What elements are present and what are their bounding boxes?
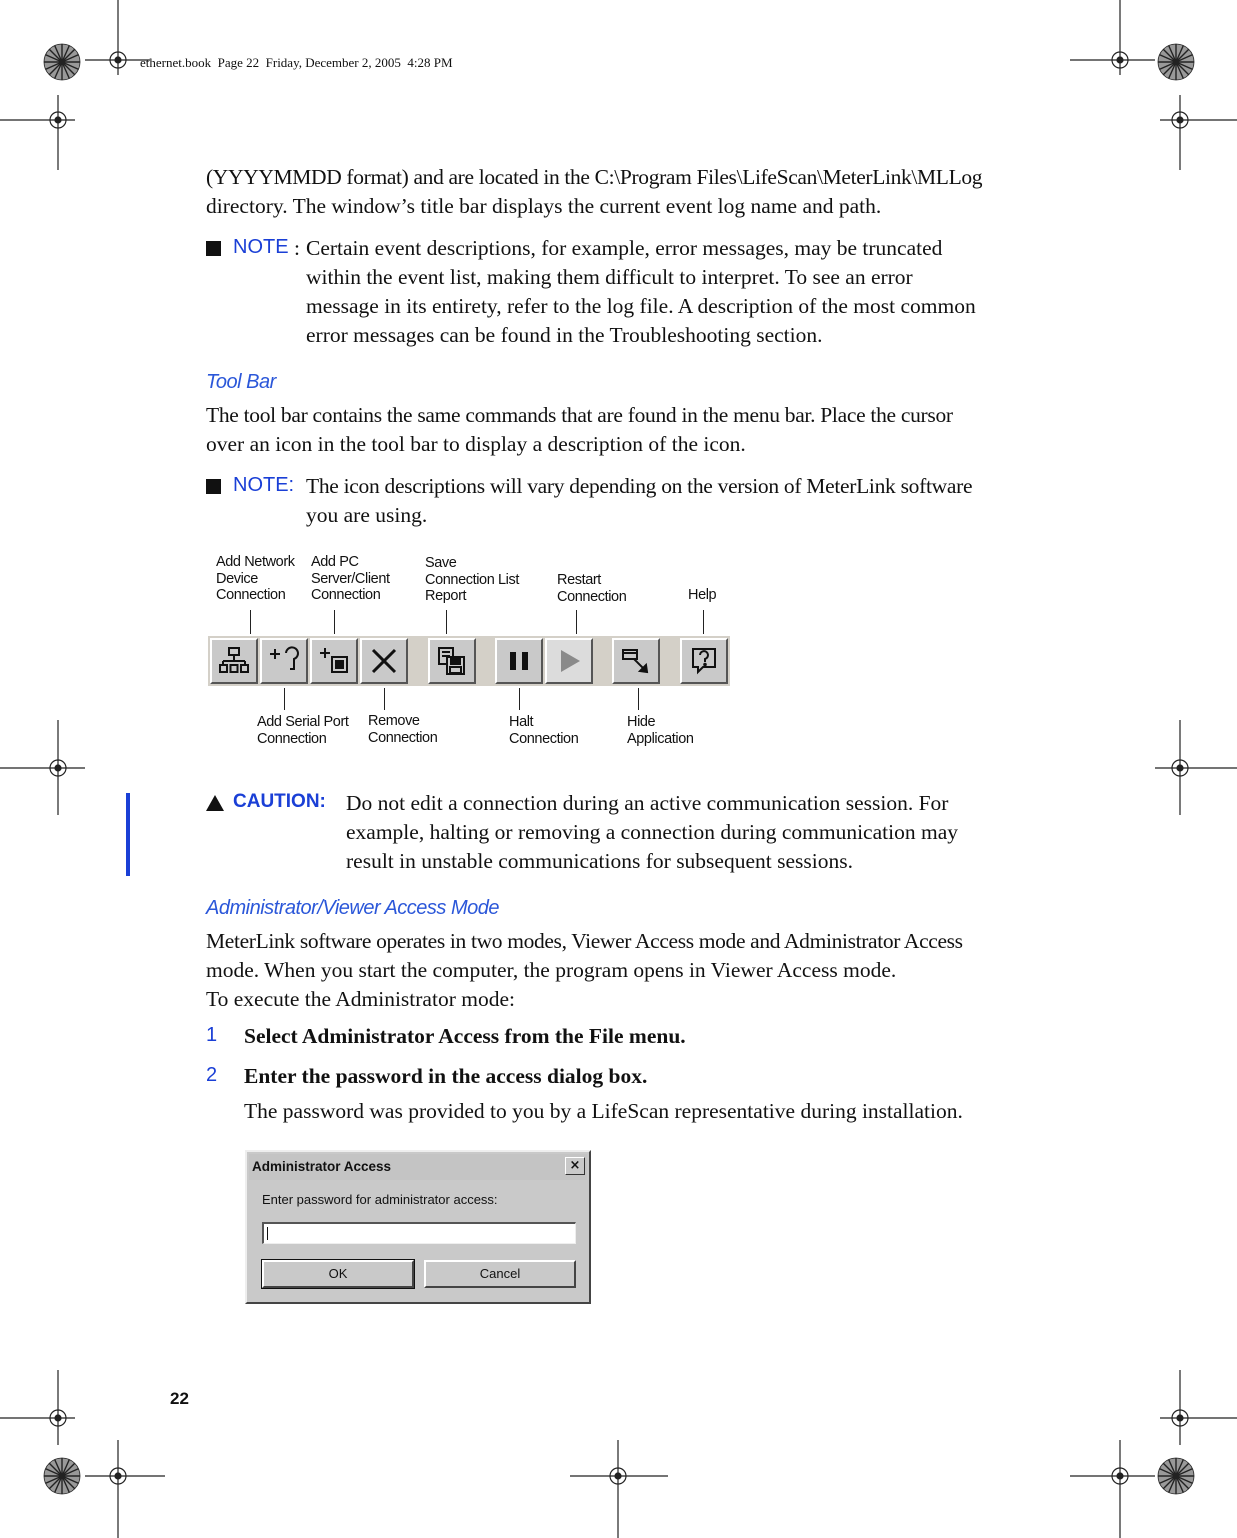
note-2-line: you are using. <box>306 503 428 527</box>
caution-text <box>346 789 1086 876</box>
note-1-label: NOTE <box>233 236 289 258</box>
page-number: 22 <box>170 1389 189 1408</box>
save-report-icon <box>436 645 468 677</box>
admin-access-heading: Administrator/Viewer Access Mode <box>206 897 500 919</box>
help-button[interactable] <box>680 638 728 684</box>
caution-line: result in unstable communications for subsequent sessions. <box>346 849 853 873</box>
step-text: Enter the password in the access dialog box. <box>244 1064 648 1088</box>
step-number: 2 <box>206 1064 218 1086</box>
note-1-line: Certain event descriptions, for example, error messages, may be truncated <box>306 236 943 260</box>
callout-hide-application: Hide Application <box>627 714 694 747</box>
note-1-line: within the event list, making them difficult to interpret. To see an error <box>306 265 913 289</box>
admin-line-1: MeterLink software operates in two modes, Viewer Access mode and Administrator Access <box>206 929 963 953</box>
note-1-line: error messages can be found in the Troubleshooting section. <box>306 323 823 347</box>
caution-line: Do not edit a connection during an active communication session. For <box>346 791 949 815</box>
halt-connection-button[interactable] <box>495 638 543 684</box>
caution-label: CAUTION: <box>233 791 326 812</box>
callout-leader-line <box>384 688 385 710</box>
callout-leader-line <box>703 610 704 634</box>
admin-access-dialog <box>245 1150 591 1304</box>
remove-connection-icon <box>368 645 400 677</box>
callout-add-pc-server-client: Add PC Server/Client Connection <box>311 554 390 603</box>
callout-leader-line <box>284 688 285 710</box>
add-network-device-icon <box>218 645 250 677</box>
change-bar <box>126 793 130 876</box>
add-pc-server-client-icon <box>318 645 350 677</box>
restart-connection-icon <box>553 645 585 677</box>
hide-application-icon <box>620 645 652 677</box>
dialog-title-bar <box>249 1154 587 1180</box>
tool-bar-paragraph <box>206 401 1086 459</box>
callout-save-report: Save Connection List Report <box>425 555 519 604</box>
dialog-close-button[interactable] <box>565 1157 585 1175</box>
step-text: Select Administrator Access from the File menu. <box>244 1024 686 1048</box>
text-cursor <box>267 1227 268 1240</box>
note-1-text <box>306 234 1086 350</box>
callout-leader-line <box>638 688 639 710</box>
admin-line-3: To execute the Administrator mode: <box>206 987 515 1011</box>
callout-add-network-device: Add Network Device Connection <box>216 554 295 603</box>
caution-triangle-icon <box>206 795 224 811</box>
save-report-button[interactable] <box>428 638 476 684</box>
tool-bar-line-2: over an icon in the tool bar to display a description of the icon. <box>206 432 746 456</box>
callout-halt-connection: Halt Connection <box>509 714 579 747</box>
add-serial-port-button[interactable] <box>260 638 308 684</box>
intro-line-1: (YYYYMMDD format) and are located in the C:\Program Files\LifeScan\MeterLink\MLLog <box>206 165 983 189</box>
step-2-detail: The password was provided to you by a LifeScan representative during installation. <box>244 1099 963 1123</box>
admin-line-2: mode. When you start the computer, the program opens in Viewer Access mode. <box>206 958 897 982</box>
admin-paragraph <box>206 927 1086 1014</box>
note-1-colon: : <box>294 236 300 260</box>
tool-bar-line-1: The tool bar contains the same commands that are found in the menu bar. Place the cursor <box>206 403 953 427</box>
note-2-label: NOTE: <box>233 474 295 496</box>
callout-add-serial-port: Add Serial Port Connection <box>257 714 349 747</box>
tool-bar-heading: Tool Bar <box>206 371 276 393</box>
step-number: 1 <box>206 1024 218 1046</box>
callout-leader-line <box>334 610 335 634</box>
callout-remove-connection: Remove Connection <box>368 713 438 746</box>
password-prompt: Enter password for administrator access: <box>262 1192 498 1207</box>
callout-restart-connection: Restart Connection <box>557 572 627 605</box>
callout-leader-line <box>250 610 251 634</box>
close-icon: × <box>569 1158 581 1173</box>
dialog-title: Administrator Access <box>252 1159 392 1174</box>
callout-leader-line <box>576 610 577 634</box>
restart-connection-button[interactable] <box>545 638 593 684</box>
intro-line-2: directory. The window’s title bar displays the current event log name and path. <box>206 194 882 218</box>
add-network-device-button[interactable] <box>210 638 258 684</box>
cancel-button[interactable]: Cancel <box>424 1260 576 1288</box>
note-2-text <box>306 472 1086 530</box>
halt-connection-icon <box>503 645 535 677</box>
note-2-line: The icon descriptions will vary depending on the version of MeterLink software <box>306 474 973 498</box>
header-stamp: ethernet.book Page 22 Friday, December 2, 2005 4:28 PM <box>140 55 453 70</box>
password-input[interactable] <box>262 1222 576 1244</box>
remove-connection-button[interactable] <box>360 638 408 684</box>
note-1-line: message in its entirety, refer to the log file. A description of the most common <box>306 294 976 318</box>
help-icon <box>688 645 720 677</box>
ok-button[interactable]: OK <box>262 1260 414 1288</box>
hide-application-button[interactable] <box>612 638 660 684</box>
note-bullet-icon <box>206 241 221 256</box>
add-serial-port-icon <box>268 645 300 677</box>
add-pc-server-client-button[interactable] <box>310 638 358 684</box>
intro-paragraph <box>206 163 1086 221</box>
callout-leader-line <box>446 610 447 634</box>
callout-help: Help <box>688 587 717 603</box>
note-bullet-icon <box>206 479 221 494</box>
callout-leader-line <box>519 688 520 710</box>
caution-line: example, halting or removing a connection during communication may <box>346 820 958 844</box>
